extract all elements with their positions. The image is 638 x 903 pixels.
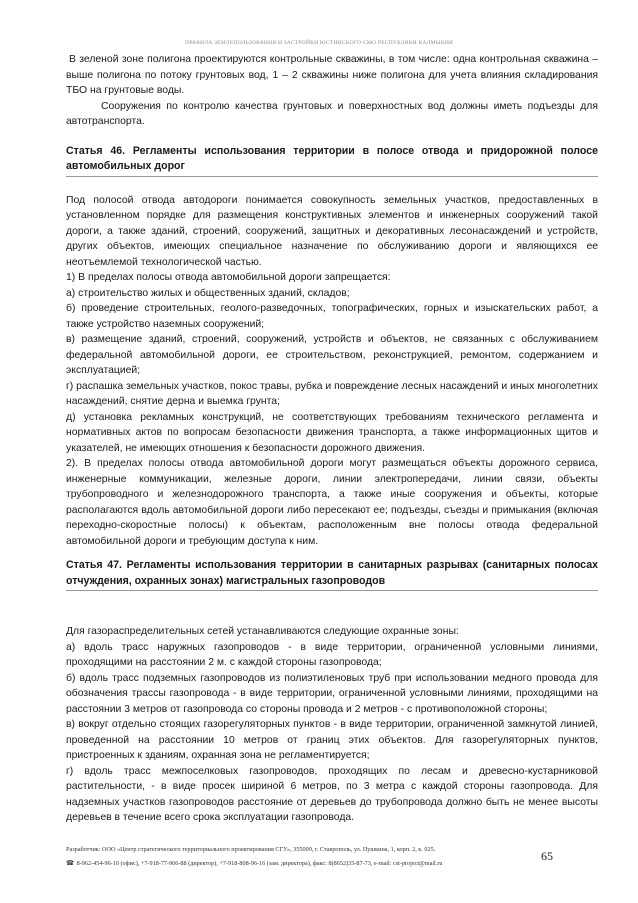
list-item: а) вдоль трасс наружных газопроводов - в виде территории, ограниченной условными линиями, проходящими на расстоянии 2 м. с каждой стороны газопровода; xyxy=(66,641,598,668)
section-paragraph: 1) В пределах полосы отвода автомобильной дороги запрещается: xyxy=(66,272,391,283)
list-item: б) проведение строительных, геолого-разведочных, топографических, горных и изыскательских работ, а также устройство наземных сооружений; xyxy=(66,303,598,330)
telephone-icon: ☎ xyxy=(66,860,75,867)
list-item: г) вдоль трасс межпоселковых газопроводов, проходящих по лесам и древесно-кустарниковой растительности, - в виде просек шириной 6 метров, по 3 метра с каждой стороны газопровода. Для надземных участков газопроводов расстояние от деревьев до трубопровода должно быть не менее высоты деревьев в течение всего срока эксплуатации газопровода. xyxy=(66,765,598,823)
page-footer xyxy=(66,843,536,871)
list-item: б) вдоль трасс подземных газопроводов из полиэтиленовых труб при использовании медного провода для обозначения трассы газопровода - в виде территории, ограниченной условными линиями, проходящими на расстоянии 3 метров от газопровода со стороны провода и 2 метров - с противоположной стороны; xyxy=(66,672,598,715)
section-paragraph: Для газораспределительных сетей устанавливаются следующие охранные зоны: xyxy=(66,626,459,637)
section-body xyxy=(66,193,598,550)
intro-paragraph: В зеленой зоне полигона проектируются контрольные скважины, в том числе: одна контрольная скважина – выше полигона по потоку грунтовых вод, 1 – 2 скважины ниже полигона для учета влияния складирования ТБО на грунтовые воды. xyxy=(66,54,598,96)
footer-contacts xyxy=(66,857,536,871)
footer-contacts-text: 8-962-454-96-10 (офис), +7-918-77-906-88 (директор), +7-918-808-96-16 (зам. директора), факс: 8(8652)35-87-73, e-mail: cst-project@mail.ru xyxy=(76,860,443,867)
page-content xyxy=(66,52,598,826)
section-46 xyxy=(66,144,598,550)
list-item: в) размещение зданий, строений, сооружений, устройств и объектов, не связанных с обслуживанием федеральной автомобильной дороги, ее строительством, реконструкцией, ремонтом, содержанием и эксплуатацией; xyxy=(66,334,598,376)
section-paragraph: Под полосой отвода автодороги понимается совокупность земельных участков, предоставленных в установленном порядке для размещения конструктивных элементов и инженерных сооружений такой дороги, а также зданий, строений, сооружений, защитных и декоративных лесонасаждений и устройств, других объектов, имеющих специальное назначение по обслуживанию дороги и являющихся ее неотъемлемой технологической частью. xyxy=(66,194,598,268)
section-heading: Статья 47. Регламенты использования территории в санитарных разрывах (санитарных полосах отчуждения, охранных зонах) магистральных газопроводов xyxy=(66,558,598,591)
list-item: а) строительство жилых и общественных зданий, складов; xyxy=(66,287,350,299)
list-item: в) вокруг отдельно стоящих газорегуляторных пунктов - в виде территории, ограниченной замкнутой линией, проведенной на расстоянии 10 метров от границ этих объектов. Для газорегуляторных пунктов, пристроенных к зданиям, охранная зона не регламентируется; xyxy=(66,719,598,761)
list-item: г) распашка земельных участков, покос травы, рубка и повреждение лесных насаждений и иных многолетних насаждений, снятие дерна и выемка грунта; xyxy=(66,380,598,407)
section-heading: Статья 46. Регламенты использования территории в полосе отвода и придорожной полосе автомобильных дорог xyxy=(66,144,598,177)
section-47 xyxy=(66,558,598,826)
page-number: 65 xyxy=(541,849,553,863)
section-body xyxy=(66,624,598,826)
running-header: ПРАВИЛА ЗЕМЛЕПОЛЬЗОВАНИЯ И ЗАСТРОЙКИ ЮСТИНСКОГО СМО РЕСПУБЛИКИ КАЛМЫКИЯ xyxy=(185,40,453,46)
intro-paragraph: Сооружения по контролю качества грунтовых и поверхностных вод должны иметь подъезды для автотранспорта. xyxy=(66,100,598,127)
footer-developer: Разработчик: ООО «Центр стратегического территориального проектирования СГУ», 355009, г. Ставрополь, ул. Пушкина, 1, корп. 2, к. 025. xyxy=(66,846,436,853)
section-paragraph: 2). В пределах полосы отвода автомобильной дороги могут размещаться объекты дорожного сервиса, инженерные коммуникации, железные дороги, линии электропередачи, линии связи, объекты трубопроводного и железнодорожного транспорта, а также иные сооружения и объекты, которые располагаются вдоль автомобильной дороги либо пересекают ее; подъезды, съезды и примыкания (включая переходно-скоростные полосы) к объектам, расположенным вне полосы отвода федеральной автомобильной дороги и требующим доступа к ним. xyxy=(66,458,598,547)
list-item: д) установка рекламных конструкций, не соответствующих требованиям технического регламента и нормативных актов по вопросам безопасности движения транспорта, а также информационных щитов и указателей, не имеющих отношения к безопасности дорожного движения. xyxy=(66,411,598,454)
